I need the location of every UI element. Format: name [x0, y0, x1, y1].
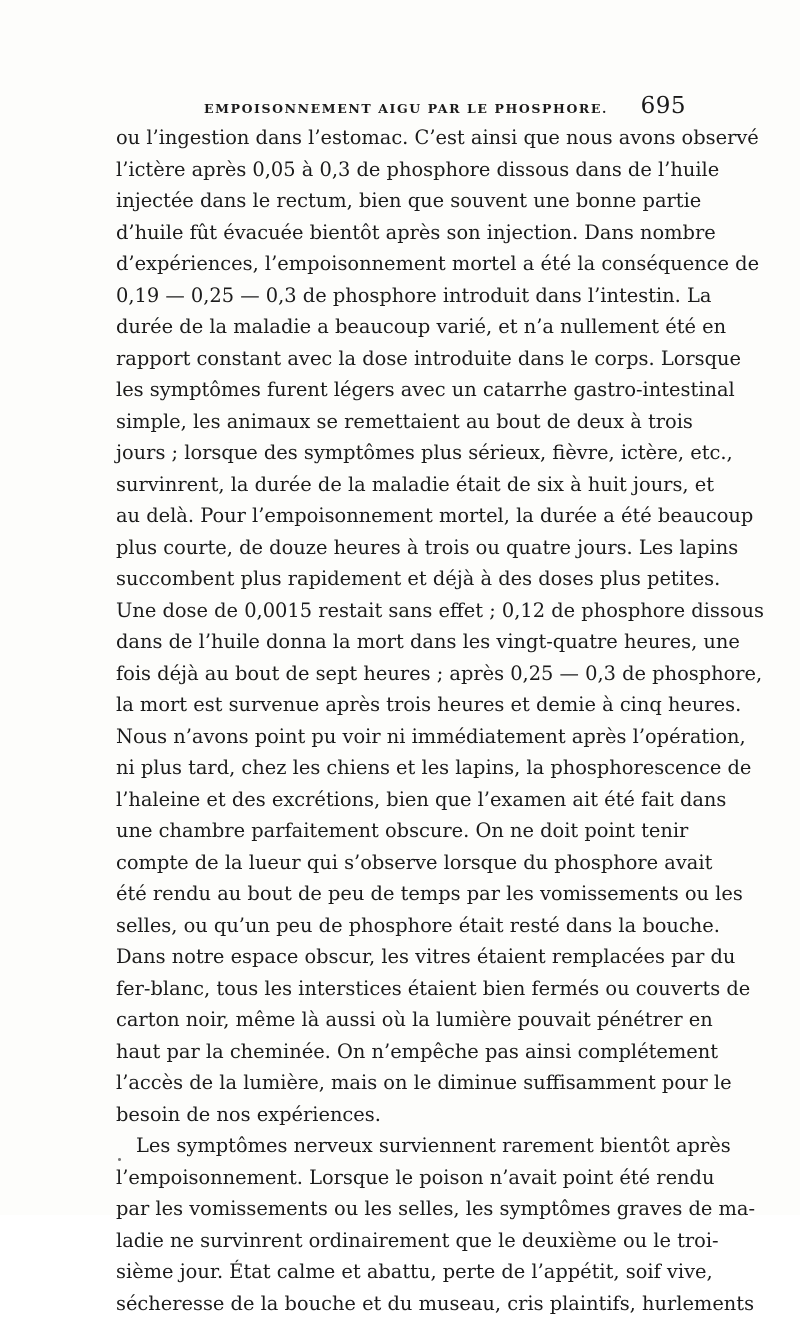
- running-head: [116, 93, 686, 117]
- paragraph-start-line: Les symptômes nerveux surviennent rarement bientôt après: [116, 1130, 686, 1162]
- text-line: 0,19 — 0,25 — 0,3 de phosphore introduit dans l’intestin. La: [116, 280, 686, 312]
- text-line: injectée dans le rectum, bien que souvent une bonne partie: [116, 185, 686, 217]
- text-line: plus courte, de douze heures à trois ou quatre jours. Les lapins: [116, 532, 686, 564]
- text-line: simple, les animaux se remettaient au bout de deux à trois: [116, 406, 686, 438]
- text-line: une chambre parfaitement obscure. On ne doit point tenir: [116, 815, 686, 847]
- running-title: EMPOISONNEMENT AIGU PAR LE PHOSPHORE.: [204, 101, 608, 116]
- text-line: les symptômes furent légers avec un catarrhe gastro-intestinal: [116, 374, 686, 406]
- text-line: la mort est survenue après trois heures et demie à cinq heures.: [116, 689, 686, 721]
- text-line: d’expériences, l’empoisonnement mortel a été la conséquence de: [116, 248, 686, 280]
- text-line: jours ; lorsque des symptômes plus sérieux, fièvre, ictère, etc.,: [116, 437, 686, 469]
- text-line: l’empoisonnement. Lorsque le poison n’avait point été rendu: [116, 1162, 686, 1194]
- text-line: fois déjà au bout de sept heures ; après 0,25 — 0,3 de phosphore,: [116, 658, 686, 690]
- text-line: ni plus tard, chez les chiens et les lapins, la phosphorescence de: [116, 752, 686, 784]
- ink-speck: [118, 1158, 121, 1161]
- text-line: survinrent, la durée de la maladie était de six à huit jours, et: [116, 469, 686, 501]
- text-line: fer-blanc, tous les interstices étaient bien fermés ou couverts de: [116, 973, 686, 1005]
- text-line: sécheresse de la bouche et du museau, cris plaintifs, hurlements: [116, 1288, 686, 1319]
- text-line: durée de la maladie a beaucoup varié, et n’a nullement été en: [116, 311, 686, 343]
- text-line: l’ictère après 0,05 à 0,3 de phosphore dissous dans de l’huile: [116, 154, 686, 186]
- page-number: 695: [641, 93, 686, 119]
- text-line: carton noir, même là aussi où la lumière pouvait pénétrer en: [116, 1004, 686, 1036]
- text-line: par les vomissements ou les selles, les symptômes graves de ma-: [116, 1193, 686, 1225]
- text-line: Nous n’avons point pu voir ni immédiatement après l’opération,: [116, 721, 686, 753]
- text-line: ou l’ingestion dans l’estomac. C’est ainsi que nous avons observé: [116, 122, 686, 154]
- text-line: compte de la lueur qui s’observe lorsque du phosphore avait: [116, 847, 686, 879]
- text-line: rapport constant avec la dose introduite dans le corps. Lorsque: [116, 343, 686, 375]
- text-line: dans de l’huile donna la mort dans les vingt-quatre heures, une: [116, 626, 686, 658]
- text-line: Dans notre espace obscur, les vitres étaient remplacées par du: [116, 941, 686, 973]
- text-line: Une dose de 0,0015 restait sans effet ; 0,12 de phosphore dissous: [116, 595, 686, 627]
- text-line: succombent plus rapidement et déjà à des doses plus petites.: [116, 563, 686, 595]
- paragraph-end-line: besoin de nos expériences.: [116, 1099, 686, 1131]
- text-line: d’huile fût évacuée bientôt après son injection. Dans nombre: [116, 217, 686, 249]
- text-line: haut par la cheminée. On n’empêche pas ainsi complétement: [116, 1036, 686, 1068]
- text-line: selles, ou qu’un peu de phosphore était resté dans la bouche.: [116, 910, 686, 942]
- text-line: été rendu au bout de peu de temps par les vomissements ou les: [116, 878, 686, 910]
- text-line: l’haleine et des excrétions, bien que l’examen ait été fait dans: [116, 784, 686, 816]
- body-text: [116, 122, 686, 1319]
- text-line: au delà. Pour l’empoisonnement mortel, la durée a été beaucoup: [116, 500, 686, 532]
- text-line: l’accès de la lumière, mais on le diminue suffisamment pour le: [116, 1067, 686, 1099]
- text-line: ladie ne survinrent ordinairement que le deuxième ou le troi-: [116, 1225, 686, 1257]
- text-line: sième jour. État calme et abattu, perte de l’appétit, soif vive,: [116, 1256, 686, 1288]
